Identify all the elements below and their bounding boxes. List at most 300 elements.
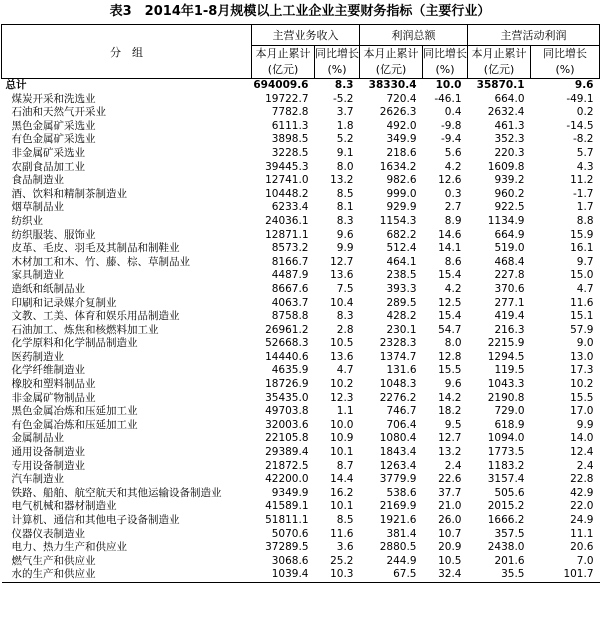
- op-profit-cumulative-cell: 2438.0: [487, 541, 525, 554]
- op-profit-growth-cell: 57.9: [570, 323, 594, 336]
- industry-name-cell: 煤炭开采和洗选业: [11, 92, 96, 105]
- profit-growth-cell: -9.4: [441, 133, 462, 146]
- revenue-cumulative-cell: 41589.1: [265, 500, 309, 513]
- op-profit-growth-cell: 10.2: [570, 378, 594, 391]
- industry-name-cell: 计算机、通信和其他电子设备制造业: [11, 514, 180, 526]
- industry-name-cell: 电气机械和器材制造业: [11, 500, 117, 513]
- profit-cumulative-header: 本月止累计: [360, 46, 423, 63]
- profit-cumulative-cell: 38330.4: [368, 79, 417, 91]
- op-profit-growth-cell: 22.0: [570, 500, 594, 513]
- revenue-cumulative-cell: 12741.0: [265, 174, 309, 187]
- revenue-growth-cell: 8.5: [336, 514, 354, 526]
- revenue-cumulative-cell: 3068.6: [271, 554, 309, 567]
- industry-name-cell: 通用设备制造业: [11, 446, 85, 459]
- industry-name-cell: 非金属矿采选业: [11, 146, 85, 159]
- revenue-growth-cell: 12.7: [330, 255, 354, 268]
- profit-growth-unit: (%): [423, 62, 468, 79]
- op-profit-growth-cell: 0.2: [576, 106, 594, 119]
- industry-name-cell: 有色金属矿采选业: [11, 133, 96, 146]
- revenue-growth-cell: 10.9: [330, 432, 354, 445]
- profit-growth-cell: 20.9: [438, 541, 462, 554]
- table-row: [2, 337, 600, 351]
- table-row: [2, 106, 600, 120]
- op-profit-growth-cell: 9.6: [574, 79, 594, 91]
- revenue-cumulative-header: 本月止累计: [252, 46, 315, 63]
- revenue-cumulative-cell: 42200.0: [265, 473, 309, 486]
- industry-name-cell: 文教、工美、体育和娱乐用品制造业: [11, 310, 180, 323]
- group-header: 分 组: [2, 25, 252, 79]
- revenue-cumulative-cell: 12871.1: [265, 228, 309, 241]
- revenue-cumulative-cell: 49703.8: [265, 405, 309, 418]
- op-profit-growth-cell: 4.3: [576, 160, 594, 173]
- profit-growth-cell: 0.3: [444, 187, 462, 200]
- op-profit-growth-cell: 7.0: [576, 554, 594, 567]
- revenue-cumulative-cell: 21872.5: [265, 459, 309, 472]
- op-profit-growth-cell: 9.7: [576, 255, 594, 268]
- op-profit-cumulative-cell: 277.1: [494, 296, 525, 309]
- revenue-cumulative-cell: 10448.2: [265, 187, 309, 200]
- table-row: [2, 419, 600, 433]
- profit-growth-cell: 12.5: [438, 296, 462, 309]
- industry-name-cell: 纺织服装、服饰业: [11, 228, 96, 241]
- revenue-cumulative-cell: 39445.3: [265, 160, 309, 173]
- profit-growth-cell: 18.2: [438, 405, 462, 418]
- op-profit-cumulative-cell: 922.5: [494, 201, 525, 214]
- op-profit-cumulative-cell: 461.3: [494, 119, 525, 132]
- profit-growth-cell: 8.6: [444, 255, 462, 268]
- table-row: [2, 201, 600, 215]
- profit-cumulative-cell: 2169.9: [379, 500, 417, 513]
- industry-name-cell: 烟草制品业: [11, 201, 64, 214]
- profit-growth-cell: 12.7: [438, 432, 462, 445]
- op-profit-cumulative-cell: 3157.4: [487, 473, 525, 486]
- op-profit-cumulative-cell: 119.5: [494, 364, 525, 377]
- revenue-growth-cell: 8.3: [334, 79, 354, 91]
- revenue-growth-cell: 8.3: [336, 310, 354, 323]
- industry-name-cell: 石油加工、炼焦和核燃料加工业: [11, 323, 159, 336]
- operating-profit-header: 主营活动利润: [468, 25, 600, 46]
- op-profit-growth-cell: -1.7: [573, 187, 594, 200]
- table-row: [2, 568, 600, 582]
- op-profit-growth-cell: 9.0: [576, 337, 594, 350]
- industry-name-cell: 造纸和纸制品业: [11, 282, 85, 295]
- profit-cumulative-cell: 1154.3: [379, 214, 417, 227]
- table-row: [2, 324, 600, 338]
- op-profit-cumulative-cell: 352.3: [494, 133, 525, 146]
- table-header: [2, 25, 600, 79]
- table-row: [2, 229, 600, 243]
- revenue-growth-cell: 9.6: [336, 228, 354, 241]
- industry-name-cell: 食品制造业: [11, 174, 64, 187]
- revenue-cumulative-cell: 19722.7: [265, 92, 309, 105]
- industry-name-cell: 汽车制造业: [11, 473, 64, 486]
- profit-cumulative-cell: 131.6: [386, 364, 417, 377]
- profit-cumulative-cell: 682.2: [386, 228, 417, 241]
- profit-growth-cell: 54.7: [438, 323, 462, 336]
- op-unit: (亿元): [468, 62, 531, 79]
- revenue-growth-cell: 10.3: [315, 568, 360, 582]
- op-profit-growth-cell: 11.1: [570, 527, 594, 540]
- table-row: [2, 351, 600, 365]
- revenue-cumulative-cell: 6233.4: [271, 201, 309, 214]
- op-profit-growth-cell: 17.3: [570, 364, 594, 377]
- revenue-growth-cell: 1.1: [336, 405, 354, 418]
- profit-growth-cell: 32.4: [423, 568, 468, 582]
- op-profit-growth-cell: 15.1: [570, 310, 594, 323]
- profit-growth-cell: 22.6: [438, 473, 462, 486]
- profit-cumulative-cell: 492.0: [386, 119, 417, 132]
- profit-cumulative-cell: 218.6: [386, 146, 417, 159]
- op-profit-cumulative-cell: 505.6: [494, 486, 525, 499]
- op-profit-cumulative-cell: 1666.2: [487, 514, 525, 526]
- op-profit-cumulative-cell: 1094.0: [487, 432, 525, 445]
- profit-growth-cell: 15.5: [438, 364, 462, 377]
- profit-cumulative-cell: 1374.7: [379, 350, 417, 363]
- profit-cumulative-cell: 381.4: [386, 527, 417, 540]
- revenue-cumulative-cell: 35435.0: [265, 391, 309, 404]
- op-profit-cumulative-cell: 1294.5: [487, 350, 525, 363]
- revenue-growth-cell: 8.5: [336, 187, 354, 200]
- op-profit-cumulative-cell: 939.2: [494, 174, 525, 187]
- revenue-growth-cell: 9.9: [336, 242, 354, 255]
- profit-header: 利润总额: [360, 25, 468, 46]
- profit-growth-cell: 12.6: [438, 174, 462, 187]
- profit-cumulative-cell: 982.6: [386, 174, 417, 187]
- op-profit-growth-cell: -49.1: [566, 92, 594, 105]
- industry-name-cell: 石油和天然气开采业: [11, 106, 106, 119]
- revenue-cumulative-cell: 18726.9: [265, 378, 309, 391]
- revenue-cumulative-cell: 9349.9: [271, 486, 309, 499]
- industry-name-cell: 纺织业: [11, 214, 43, 227]
- revenue-growth-cell: 4.7: [336, 364, 354, 377]
- industry-name-cell: 橡胶和塑料制品业: [11, 378, 96, 391]
- profit-cumulative-cell: 464.1: [386, 255, 417, 268]
- profit-cumulative-cell: 393.3: [386, 282, 417, 295]
- table-row: [2, 269, 600, 283]
- op-profit-growth-cell: 4.7: [576, 282, 594, 295]
- revenue-cumulative-cell: 32003.6: [265, 418, 309, 431]
- revenue-growth-cell: 8.0: [336, 160, 354, 173]
- industry-name-cell: 化学纤维制造业: [11, 364, 85, 377]
- table-row: [2, 297, 600, 311]
- table-row: [2, 487, 600, 501]
- revenue-cumulative-cell: 4487.9: [271, 269, 309, 282]
- profit-cumulative-cell: 1263.4: [379, 459, 417, 472]
- revenue-cumulative-cell: 4635.9: [271, 364, 309, 377]
- revenue-cumulative-cell: 37289.5: [265, 541, 309, 554]
- op-profit-growth-cell: 15.0: [570, 269, 594, 282]
- revenue-cumulative-cell: 8667.6: [271, 282, 309, 295]
- profit-growth-cell: 2.4: [444, 459, 462, 472]
- industry-name-cell: 农副食品加工业: [11, 160, 85, 173]
- revenue-growth-cell: 9.1: [336, 146, 354, 159]
- op-profit-cumulative-cell: 35.5: [468, 568, 531, 582]
- revenue-growth-cell: 5.2: [336, 133, 354, 146]
- profit-growth-cell: 10.7: [438, 527, 462, 540]
- table-row: [2, 283, 600, 297]
- industry-name-cell: 非金属矿物制品业: [11, 391, 96, 404]
- industry-name-cell: 医药制造业: [11, 350, 64, 363]
- revenue-cumulative-cell: 8166.7: [271, 255, 309, 268]
- profit-growth-cell: 4.2: [444, 160, 462, 173]
- table-row: [2, 215, 600, 229]
- op-profit-cumulative-cell: 2215.9: [487, 337, 525, 350]
- op-profit-growth-cell: -8.2: [573, 133, 594, 146]
- op-profit-growth-cell: 42.9: [570, 486, 594, 499]
- revenue-growth-cell: 10.0: [330, 418, 354, 431]
- table-row: [2, 133, 600, 147]
- table-row: [2, 120, 600, 134]
- op-growth-unit: (%): [531, 62, 600, 79]
- op-profit-cumulative-cell: 664.0: [494, 92, 525, 105]
- revenue-growth-cell: 3.7: [336, 106, 354, 119]
- profit-cumulative-cell: 1080.4: [379, 432, 417, 445]
- revenue-growth-cell: 8.7: [336, 459, 354, 472]
- industry-name-cell: 电力、热力生产和供应业: [11, 541, 127, 554]
- industry-name-cell: 仪器仪表制造业: [11, 527, 85, 540]
- op-profit-cumulative-cell: 419.4: [494, 310, 525, 323]
- op-profit-cumulative-cell: 2190.8: [487, 391, 525, 404]
- table-row: [2, 541, 600, 555]
- profit-cumulative-cell: 2626.3: [379, 106, 417, 119]
- op-profit-growth-cell: 15.9: [570, 228, 594, 241]
- profit-cumulative-cell: 3779.9: [379, 473, 417, 486]
- revenue-cumulative-cell: 7782.8: [271, 106, 309, 119]
- profit-growth-cell: 21.0: [438, 500, 462, 513]
- revenue-growth-cell: 8.1: [336, 201, 354, 214]
- profit-cumulative-cell: 538.6: [386, 486, 417, 499]
- op-profit-cumulative-cell: 1043.3: [487, 378, 525, 391]
- industry-name-cell: 家具制造业: [11, 269, 64, 282]
- profit-growth-cell: 15.4: [438, 269, 462, 282]
- op-profit-cumulative-cell: 227.8: [494, 269, 525, 282]
- revenue-growth-cell: 10.2: [330, 378, 354, 391]
- profit-growth-cell: 0.4: [444, 106, 462, 119]
- op-profit-growth-cell: 5.7: [576, 146, 594, 159]
- op-profit-cumulative-cell: 35870.1: [476, 79, 525, 91]
- revenue-unit: (亿元): [252, 62, 315, 79]
- profit-unit: (亿元): [360, 62, 423, 79]
- profit-growth-cell: 37.7: [438, 486, 462, 499]
- industry-name-cell: 皮革、毛皮、羽毛及其制品和制鞋业: [11, 242, 180, 255]
- revenue-cumulative-cell: 26961.2: [265, 323, 309, 336]
- op-profit-cumulative-cell: 370.6: [494, 282, 525, 295]
- revenue-growth-cell: 25.2: [330, 554, 354, 567]
- profit-growth-cell: 9.6: [444, 378, 462, 391]
- industry-name-cell: 化学原料和化学制品制造业: [11, 337, 138, 350]
- profit-cumulative-cell: 746.7: [386, 405, 417, 418]
- profit-growth-cell: 14.6: [438, 228, 462, 241]
- revenue-growth-unit: (%): [315, 62, 360, 79]
- op-profit-cumulative-cell: 618.9: [494, 418, 525, 431]
- profit-cumulative-cell: 512.4: [386, 242, 417, 255]
- op-profit-cumulative-cell: 468.4: [494, 255, 525, 268]
- profit-growth-cell: 10.5: [438, 554, 462, 567]
- revenue-cumulative-cell: 4063.7: [271, 296, 309, 309]
- op-profit-growth-cell: 15.5: [570, 391, 594, 404]
- profit-growth-cell: 4.2: [444, 282, 462, 295]
- op-profit-growth-cell: 8.8: [576, 214, 594, 227]
- op-profit-cumulative-cell: 519.0: [494, 242, 525, 255]
- revenue-growth-header: 同比增长: [315, 47, 359, 60]
- profit-cumulative-cell: 1634.2: [379, 160, 417, 173]
- profit-cumulative-cell: 2276.2: [379, 391, 417, 404]
- profit-cumulative-cell: 929.9: [386, 201, 417, 214]
- profit-growth-cell: 14.1: [438, 242, 462, 255]
- industry-name-cell: 水的生产和供应业: [2, 568, 252, 582]
- revenue-cumulative-cell: 52668.3: [265, 337, 309, 350]
- revenue-cumulative-cell: 8573.2: [271, 242, 309, 255]
- revenue-growth-cell: 11.6: [330, 527, 354, 540]
- profit-cumulative-cell: 289.5: [386, 296, 417, 309]
- profit-growth-cell: 10.0: [435, 79, 462, 91]
- profit-growth-cell: 2.7: [444, 201, 462, 214]
- table-row: [2, 174, 600, 188]
- revenue-cumulative-cell: 3898.5: [271, 133, 309, 146]
- revenue-cumulative-cell: 29389.4: [265, 446, 309, 459]
- revenue-growth-cell: 2.8: [336, 323, 354, 336]
- profit-cumulative-cell: 2328.3: [379, 337, 417, 350]
- op-profit-cumulative-cell: 201.6: [494, 554, 525, 567]
- table-row: [2, 446, 600, 460]
- revenue-growth-cell: 7.5: [336, 282, 354, 295]
- op-profit-cumulative-cell: 1183.2: [487, 459, 525, 472]
- table-row: [2, 310, 600, 324]
- industry-name-cell: 黑色金属矿采选业: [11, 119, 96, 132]
- op-profit-growth-cell: 17.0: [570, 405, 594, 418]
- table-title: 表3 2014年1-8月规模以上工业企业主要财务指标（主要行业）: [109, 4, 491, 19]
- total-row: [2, 79, 600, 93]
- industry-name-cell: 木材加工和木、竹、藤、棕、草制品业: [11, 255, 190, 268]
- industry-name-cell: 燃气生产和供应业: [11, 554, 96, 567]
- revenue-growth-cell: 10.4: [330, 296, 354, 309]
- profit-growth-cell: 8.0: [444, 337, 462, 350]
- profit-growth-cell: 14.2: [438, 391, 462, 404]
- profit-cumulative-cell: 1843.4: [379, 446, 417, 459]
- profit-growth-cell: 26.0: [438, 514, 462, 526]
- op-profit-growth-cell: 16.1: [570, 242, 594, 255]
- table-row: [2, 555, 600, 569]
- profit-cumulative-cell: 1921.6: [379, 514, 417, 526]
- op-profit-growth-cell: 11.2: [570, 174, 594, 187]
- industry-name-cell: 印刷和记录媒介复制业: [11, 296, 117, 309]
- revenue-growth-cell: 13.6: [330, 350, 354, 363]
- revenue-growth-cell: -5.2: [333, 92, 354, 105]
- revenue-growth-cell: 1.8: [336, 119, 354, 132]
- industry-name-cell: 专用设备制造业: [11, 459, 85, 472]
- profit-cumulative-cell: 349.9: [386, 133, 417, 146]
- profit-growth-header: 同比增长: [423, 47, 467, 60]
- op-profit-growth-cell: 11.6: [570, 296, 594, 309]
- op-growth-header: 同比增长: [531, 46, 600, 63]
- industry-name-cell: 金属制品业: [11, 432, 64, 445]
- op-profit-growth-cell: 20.6: [570, 541, 594, 554]
- industry-name-cell: 铁路、船舶、航空航天和其他运输设备制造业: [11, 486, 222, 499]
- op-profit-growth-cell: 13.0: [570, 350, 594, 363]
- table-row: [2, 500, 600, 514]
- revenue-cumulative-cell: 14440.6: [265, 350, 309, 363]
- profit-growth-cell: 5.6: [444, 146, 462, 159]
- op-profit-growth-cell: 24.9: [570, 514, 594, 526]
- revenue-growth-cell: 10.1: [330, 500, 354, 513]
- table-row: [2, 405, 600, 419]
- revenue-growth-cell: 13.2: [330, 174, 354, 187]
- op-profit-cumulative-cell: 664.9: [494, 228, 525, 241]
- revenue-cumulative-cell: 8758.8: [271, 310, 309, 323]
- op-profit-growth-cell: 1.7: [576, 201, 594, 214]
- profit-growth-cell: -46.1: [434, 92, 462, 105]
- profit-cumulative-cell: 2880.5: [379, 541, 417, 554]
- revenue-cumulative-cell: 1039.4: [252, 568, 315, 582]
- revenue-cumulative-cell: 694009.6: [253, 79, 309, 91]
- revenue-cumulative-cell: 51811.1: [265, 514, 309, 526]
- revenue-cumulative-cell: 22105.8: [265, 432, 309, 445]
- table-row: [2, 432, 600, 446]
- profit-growth-cell: 13.2: [438, 446, 462, 459]
- profit-cumulative-cell: 238.5: [386, 269, 417, 282]
- profit-cumulative-cell: 244.9: [386, 554, 417, 567]
- industry-name-cell: 总计: [5, 79, 27, 91]
- revenue-cumulative-cell: 3228.5: [271, 146, 309, 159]
- table-row: [2, 147, 600, 161]
- table-row: [2, 392, 600, 406]
- table-row: [2, 514, 600, 528]
- table-row: [2, 161, 600, 175]
- revenue-growth-cell: 3.6: [336, 541, 354, 554]
- revenue-growth-cell: 10.1: [330, 446, 354, 459]
- op-profit-cumulative-cell: 216.3: [494, 323, 525, 336]
- table-row: [2, 378, 600, 392]
- profit-cumulative-cell: 428.2: [386, 310, 417, 323]
- op-profit-cumulative-cell: 960.2: [494, 187, 525, 200]
- op-profit-cumulative-cell: 1609.8: [487, 160, 525, 173]
- profit-cumulative-cell: 230.1: [386, 323, 417, 336]
- op-profit-growth-cell: 12.4: [570, 446, 594, 459]
- revenue-cumulative-cell: 6111.3: [271, 119, 309, 132]
- table-row: [2, 528, 600, 542]
- revenue-growth-cell: 12.3: [330, 391, 354, 404]
- profit-growth-cell: -9.8: [441, 119, 462, 132]
- revenue-growth-cell: 13.6: [330, 269, 354, 282]
- profit-cumulative-cell: 720.4: [386, 92, 417, 105]
- profit-growth-cell: 8.9: [444, 214, 462, 227]
- op-profit-cumulative-cell: 2632.4: [487, 106, 525, 119]
- profit-cumulative-cell: 1048.3: [379, 378, 417, 391]
- industry-name-cell: 有色金属冶炼和压延加工业: [11, 418, 138, 431]
- profit-growth-cell: 12.8: [438, 350, 462, 363]
- revenue-cumulative-cell: 5070.6: [271, 527, 309, 540]
- revenue-growth-cell: 8.3: [336, 214, 354, 227]
- industry-name-cell: 酒、饮料和精制茶制造业: [11, 187, 127, 200]
- profit-growth-cell: 15.4: [438, 310, 462, 323]
- profit-cumulative-cell: 706.4: [386, 418, 417, 431]
- op-profit-cumulative-cell: 1134.9: [487, 214, 525, 227]
- op-profit-growth-cell: 14.0: [570, 432, 594, 445]
- profit-growth-cell: 9.5: [444, 418, 462, 431]
- op-profit-cumulative-cell: 1773.5: [487, 446, 525, 459]
- revenue-cumulative-cell: 24036.1: [265, 214, 309, 227]
- op-profit-cumulative-cell: 2015.2: [487, 500, 525, 513]
- industry-name-cell: 黑色金属冶炼和压延加工业: [11, 405, 138, 418]
- table-row: [2, 460, 600, 474]
- op-profit-cumulative-cell: 357.5: [494, 527, 525, 540]
- op-profit-growth-cell: 101.7: [531, 568, 600, 582]
- op-profit-growth-cell: 22.8: [570, 473, 594, 486]
- table-row: [2, 364, 600, 378]
- revenue-growth-cell: 10.5: [330, 337, 354, 350]
- table-row: [2, 188, 600, 202]
- op-profit-growth-cell: 9.9: [576, 418, 594, 431]
